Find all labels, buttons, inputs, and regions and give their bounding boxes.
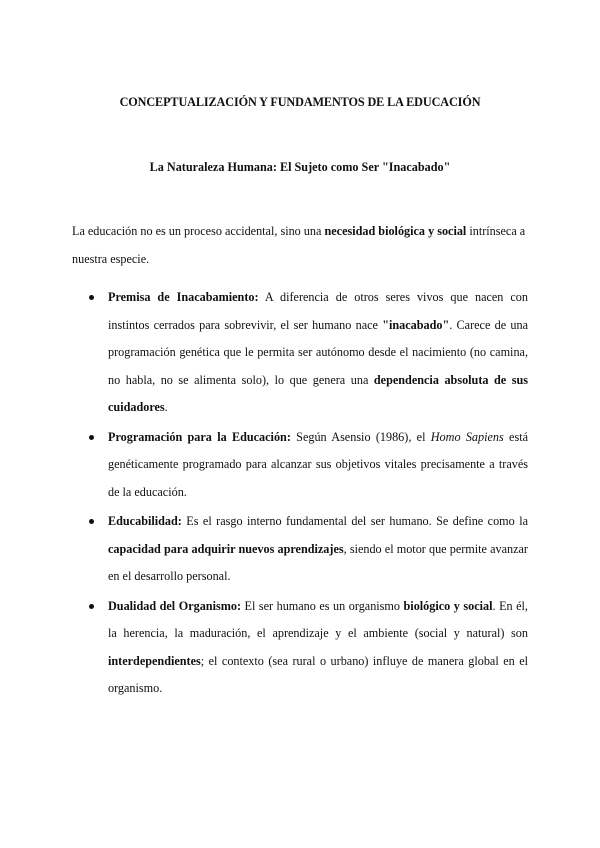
intro-text: La educación no es un proceso accidental, sino una [72,224,325,238]
bullet-dot-icon [89,295,94,300]
bullet-list [72,284,528,703]
bullet-text: , siendo el motor que permite avanzar en el desarrollo personal. [108,541,528,583]
bullet-text: Según Asensio (1986), el [290,429,431,444]
bullet-text: El ser humano es un organismo [241,598,404,613]
bullet-item-dualidad [72,593,528,703]
bullet-text: . [164,400,168,414]
bullet-bold-text: biológico y social [403,598,493,613]
bullet-text: ; el contexto (sea rural o urbano) influye de manera global en el organismo. [108,653,528,695]
bullet-bold-text: capacidad para adquirir nuevos aprendizajes [108,541,344,556]
bullet-text: . En él, la herencia, la maduración, el aprendizaje y el ambiente (social y natural) son [108,598,528,640]
bullet-lead: Programación para la Educación: [108,429,291,444]
bullet-text: A diferencia de otros seres vivos que nacen con instintos cerrados para sobrevivir, el ser humano nace [108,290,528,332]
bullet-bold-text: dependencia absoluta de sus cuidadores [108,372,529,414]
bullet-lead: Premisa de Inacabamiento: [108,290,259,304]
bullet-item-educabilidad [72,508,528,591]
bullet-dot-icon [89,604,94,609]
bullet-bold-text: "inacabado" [382,317,450,332]
document-title: CONCEPTUALIZACIÓN Y FUNDAMENTOS DE LA EDUCACIÓN [119,95,481,109]
intro-text-end: intrínseca a nuestra especie. [72,224,526,266]
bullet-dot-icon [89,519,94,524]
bullet-lead: Educabilidad: [108,514,182,528]
intro-paragraph [72,218,528,273]
bullet-lead: Dualidad del Organismo: [108,598,241,613]
bullet-item-programacion [72,424,528,507]
intro-bold-text: necesidad biológica y social [324,224,467,238]
bullet-bold-text: interdependientes [108,653,201,668]
document-subtitle: La Naturaleza Humana: El Sujeto como Ser "Inacabado" [149,160,451,174]
bullet-dot-icon [89,435,94,440]
bullet-text: Es el rasgo interno fundamental del ser humano. Se define como la [181,514,528,528]
bullet-item-inacabamiento [72,284,528,422]
bullet-text: . Carece de una programación genética que le permita ser autónomo desde el nacimiento (no camina, no habla, no se alimenta solo), lo que genera una [108,317,528,387]
bullet-text: está genéticamente programado para alcanzar sus objetivos vitales precisamente a través de la educación. [108,429,528,499]
bullet-italic-text: Homo Sapiens [430,429,504,444]
